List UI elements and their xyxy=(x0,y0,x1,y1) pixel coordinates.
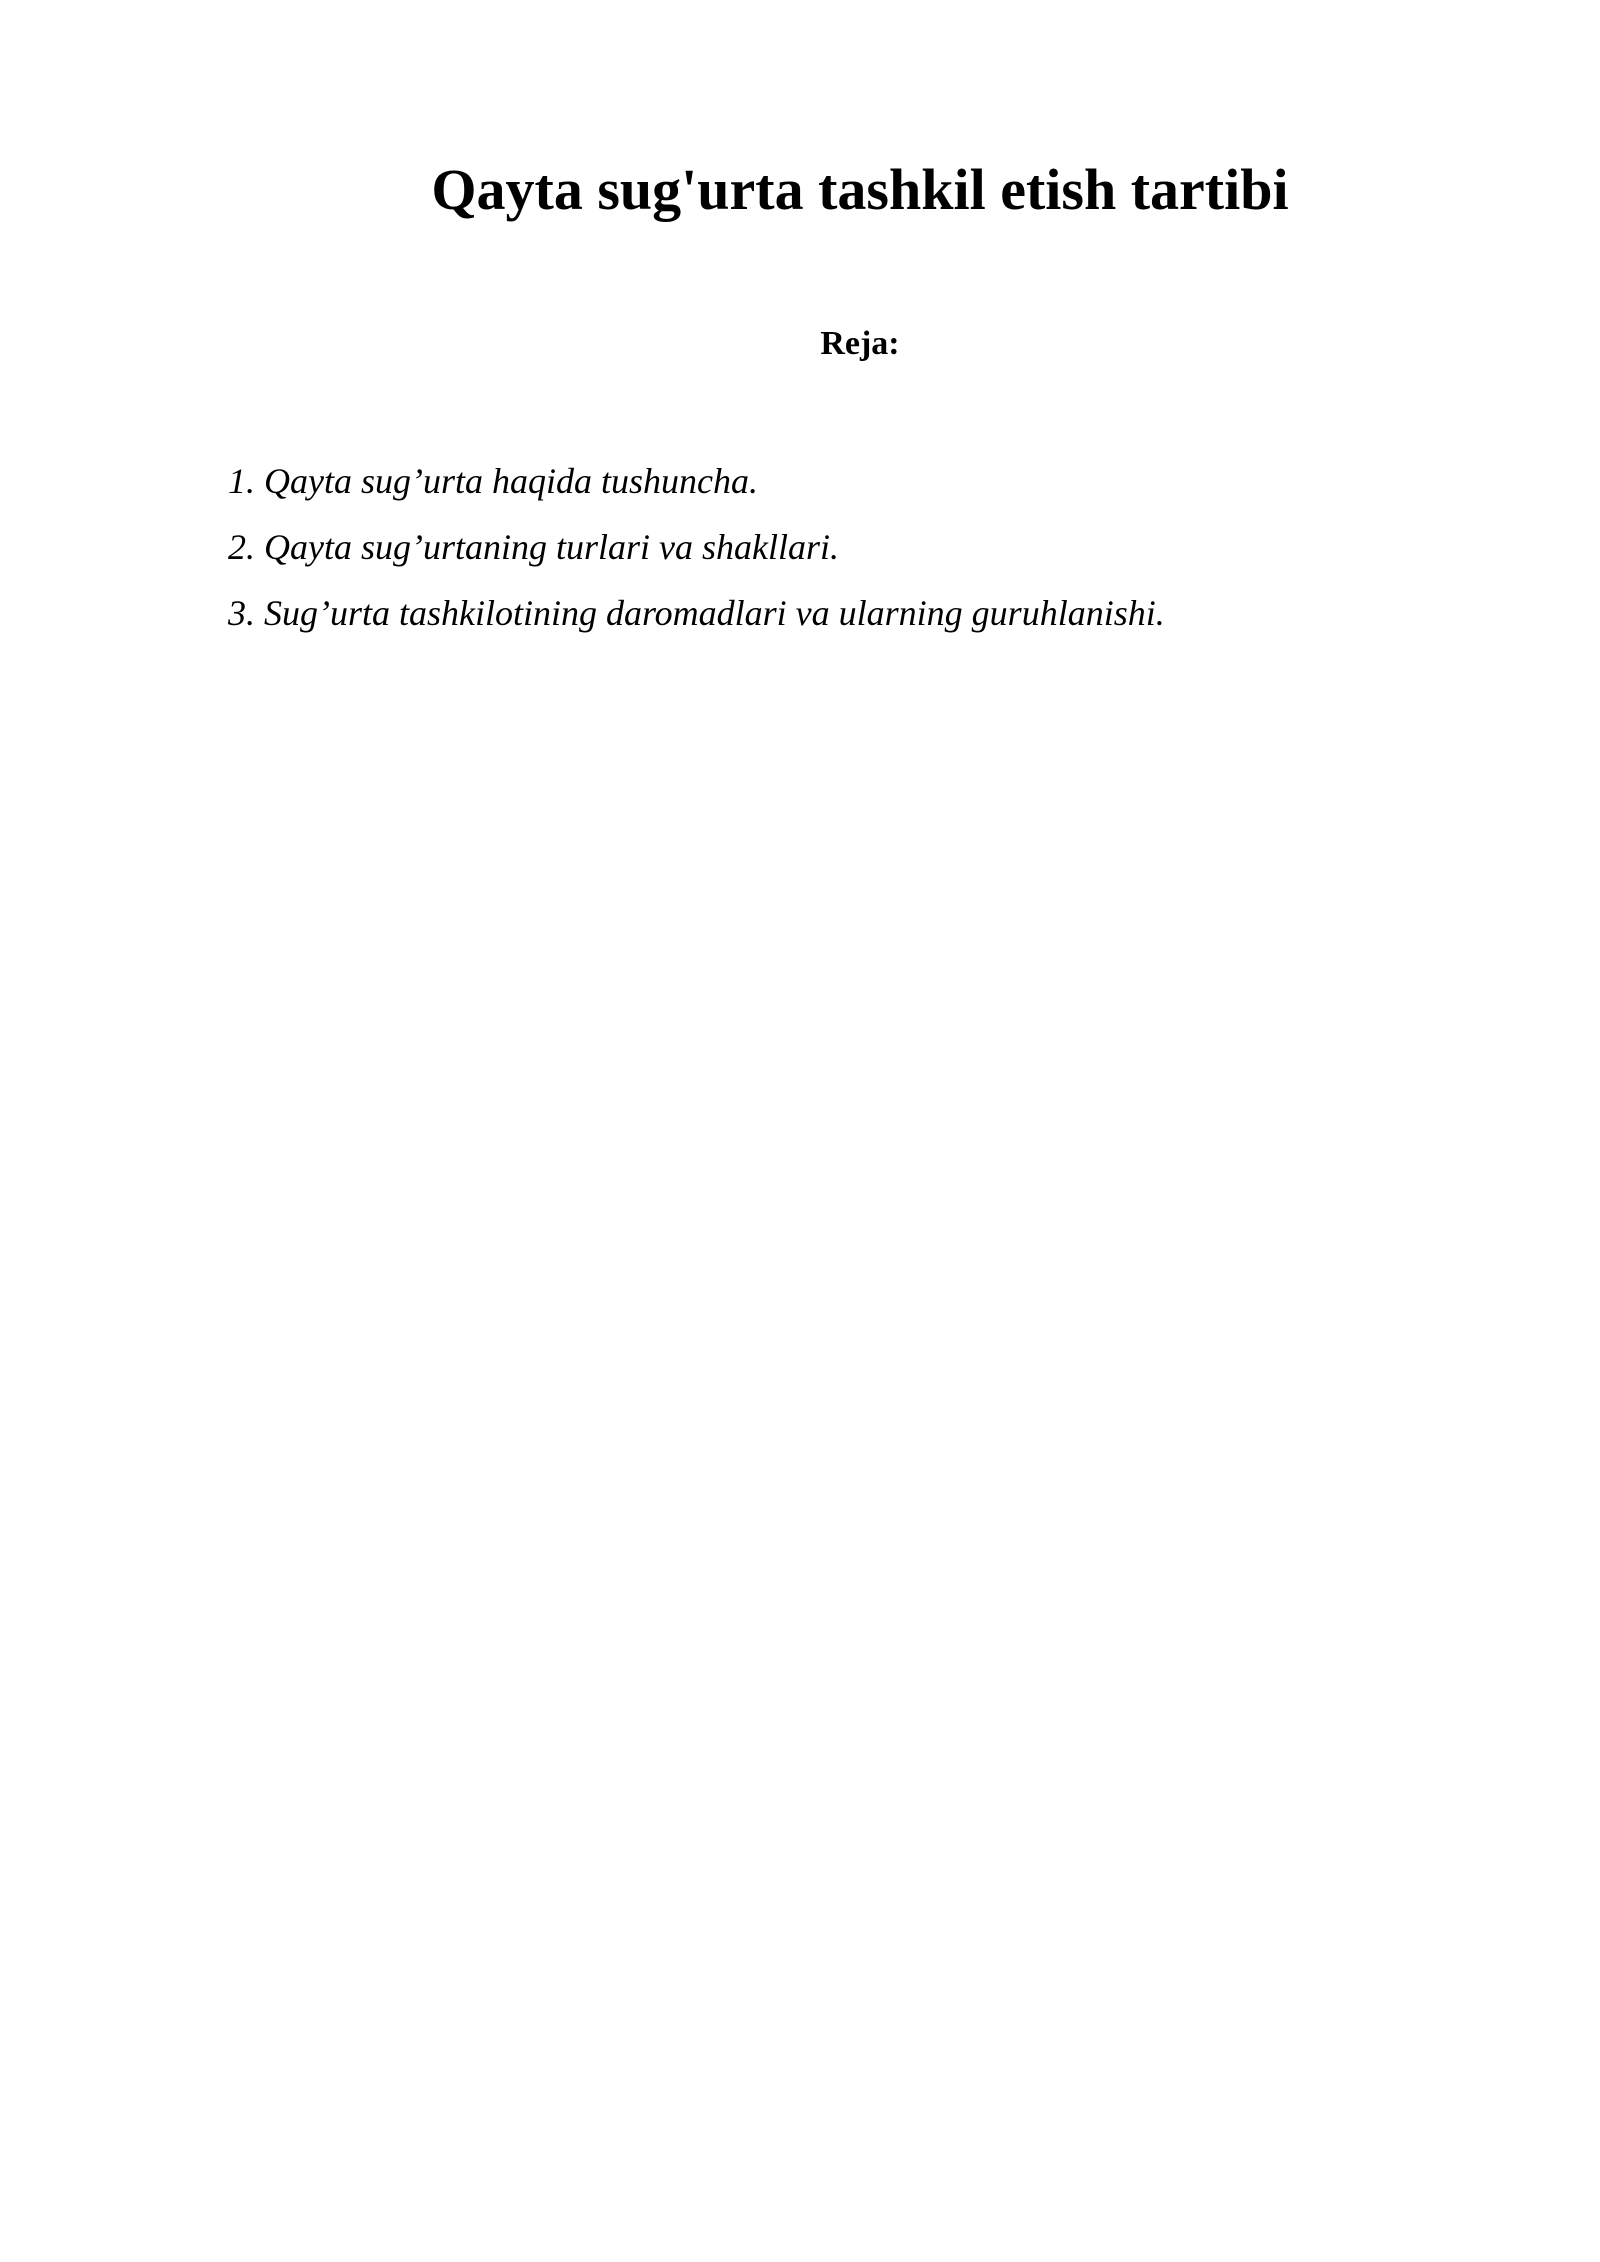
document-title: Qayta sug'urta tashkil etish tartibi xyxy=(431,157,1289,222)
plan-item: 3. Sug’urta tashkilotining daromadlari va ularning guruhlanishi. xyxy=(228,593,1165,633)
plan-heading: Reja: xyxy=(820,325,900,362)
plan-list xyxy=(228,448,1165,646)
plan-item: 1. Qayta sug’urta haqida tushuncha. xyxy=(228,461,758,501)
plan-item: 2. Qayta sug’urtaning turlari va shakllari. xyxy=(228,527,839,567)
